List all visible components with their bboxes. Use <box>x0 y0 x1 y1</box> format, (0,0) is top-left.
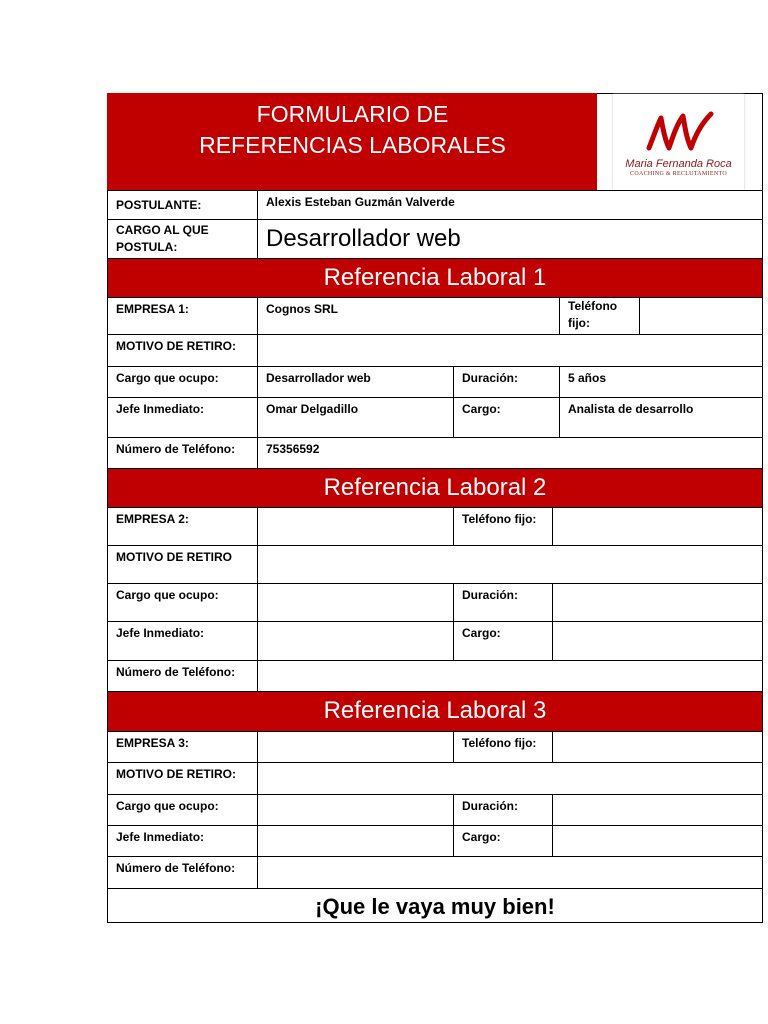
ref3-jefe-label: Jefe Inmediato: <box>107 825 258 857</box>
ref1-duracion-label: Duración: <box>453 366 560 398</box>
ref1-cargo-ocupo-value: Desarrollador web <box>257 366 454 398</box>
logo-name: Maria Fernanda Roca <box>625 158 732 170</box>
ref2-motivo-label: MOTIVO DE RETIRO <box>107 545 258 584</box>
form-title <box>107 93 598 191</box>
ref3-cargo-ocupo-value <box>257 794 454 826</box>
form-title-line2: REFERENCIAS LABORALES <box>199 132 506 158</box>
ref2-telefono-fijo-label: Teléfono fijo: <box>453 507 553 546</box>
ref1-cargo-ocupo-label: Cargo que ocupo: <box>107 366 258 398</box>
ref1-motivo-value <box>257 334 763 367</box>
ref1-jefe-value: Omar Delgadillo <box>257 397 454 438</box>
ref3-empresa-label: EMPRESA 3: <box>107 731 258 763</box>
ref1-telefono-fijo-label-line2: fijo: <box>568 316 590 330</box>
ref3-numero-label: Número de Teléfono: <box>107 856 258 889</box>
ref3-empresa-value <box>257 731 454 763</box>
cargo-postula-label-line2: POSTULA: <box>116 240 178 254</box>
form-title-line1: FORMULARIO DE <box>256 101 449 127</box>
logo-box <box>613 94 744 190</box>
ref3-numero-value <box>257 856 763 889</box>
ref1-telefono-fijo-label-line1: Teléfono <box>568 299 618 313</box>
ref2-cargo-label: Cargo: <box>453 621 553 661</box>
ref1-duracion-value: 5 años <box>559 366 763 398</box>
cargo-postula-label <box>107 219 258 259</box>
ref2-numero-value <box>257 660 763 692</box>
cargo-postula-value: Desarrollador web <box>257 219 763 259</box>
logo-frame <box>597 93 763 191</box>
logo-tagline: COACHING & RECLUTAMIENTO <box>630 171 727 177</box>
ref2-jefe-label: Jefe Inmediato: <box>107 621 258 661</box>
postulante-label: POSTULANTE: <box>107 190 258 220</box>
ref3-telefono-fijo-label: Teléfono fijo: <box>453 731 553 763</box>
ref3-jefe-value <box>257 825 454 857</box>
ref3-telefono-fijo-value <box>552 731 763 763</box>
ref1-numero-label: Número de Teléfono: <box>107 437 258 469</box>
ref2-cargo-ocupo-value <box>257 583 454 622</box>
ref2-jefe-value <box>257 621 454 661</box>
ref3-heading: Referencia Laboral 3 <box>107 691 763 732</box>
ref2-empresa-label: EMPRESA 2: <box>107 507 258 546</box>
ref3-motivo-label: MOTIVO DE RETIRO: <box>107 762 258 795</box>
ref1-cargo-label: Cargo: <box>453 397 560 438</box>
ref1-empresa-label: EMPRESA 1: <box>107 297 258 335</box>
ref2-numero-label: Número de Teléfono: <box>107 660 258 692</box>
ref2-cargo-ocupo-label: Cargo que ocupo: <box>107 583 258 622</box>
ref3-duracion-value <box>552 794 763 826</box>
ref1-empresa-value: Cognos SRL <box>257 297 560 335</box>
ref2-duracion-label: Duración: <box>453 583 553 622</box>
ref1-telefono-fijo-value <box>639 297 763 335</box>
ref1-heading: Referencia Laboral 1 <box>107 258 763 298</box>
ref3-cargo-label: Cargo: <box>453 825 553 857</box>
ref3-motivo-value <box>257 762 763 795</box>
ref3-duracion-label: Duración: <box>453 794 553 826</box>
ref2-empresa-value <box>257 507 454 546</box>
ref2-telefono-fijo-value <box>552 507 763 546</box>
ref2-heading: Referencia Laboral 2 <box>107 468 763 508</box>
postulante-value: Alexis Esteban Guzmán Valverde <box>257 190 763 220</box>
ref2-motivo-value <box>257 545 763 584</box>
ref1-motivo-label: MOTIVO DE RETIRO: <box>107 334 258 367</box>
ref3-cargo-value <box>552 825 763 857</box>
ref3-cargo-ocupo-label: Cargo que ocupo: <box>107 794 258 826</box>
ref1-cargo-value: Analista de desarrollo <box>559 397 763 438</box>
cargo-postula-label-line1: CARGO AL QUE <box>116 223 209 237</box>
ref1-telefono-fijo-label <box>559 297 640 335</box>
closing-message: ¡Que le vaya muy bien! <box>107 888 763 923</box>
ref2-cargo-value <box>552 621 763 661</box>
logo-mark-icon <box>645 108 715 156</box>
ref2-duracion-value <box>552 583 763 622</box>
ref1-numero-value: 75356592 <box>257 437 763 469</box>
ref1-jefe-label: Jefe Inmediato: <box>107 397 258 438</box>
